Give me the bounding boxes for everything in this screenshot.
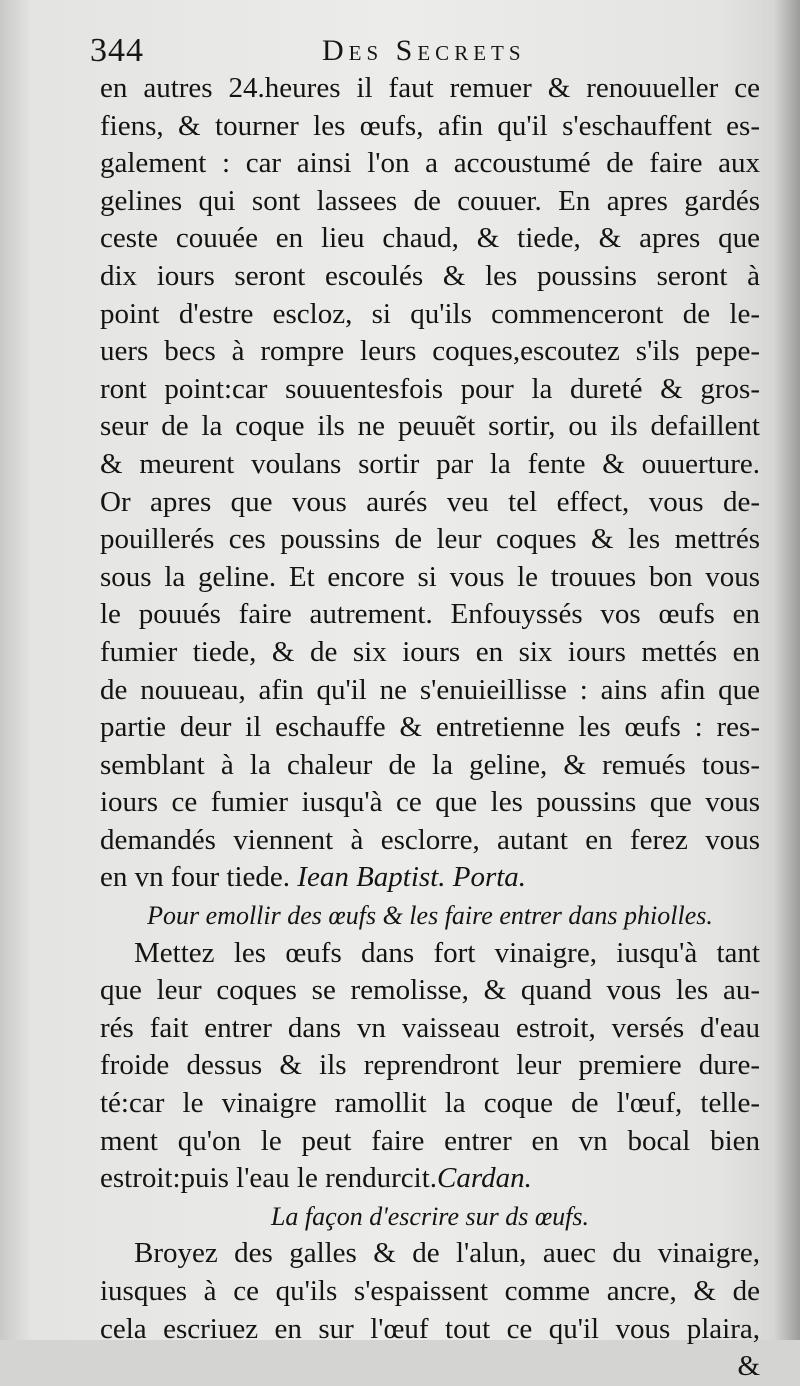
text-line: galement : car ainsi l'on a accoustumé de faire aux (100, 147, 760, 180)
text-line: pouillerés ces poussins de leur coques & les mettrés (100, 523, 760, 556)
attribution: Iean Baptist. Porta. (297, 861, 527, 894)
text-line: Broyez des galles & de l'alun, auec du vinaigre, (134, 1237, 760, 1270)
text-line: en autres 24.heures il faut remuer & renouueller ce (100, 72, 760, 104)
text-line: cela escriuez en sur l'œuf tout ce qu'il vous plaira, (100, 1312, 760, 1345)
page-edge-shadow (774, 0, 800, 1340)
text-line-with-attribution (100, 1160, 760, 1198)
text-line: point d'estre escloz, si qu'ils commenceront de le- (100, 297, 760, 330)
section-heading: Pour emollir des œufs & les faire entrer dans phiolles. (147, 901, 713, 931)
text-line: que leur coques se remolisse, & quand vous les au- (100, 974, 760, 1007)
text-line: Or apres que vous aurés veu tel effect, vous de- (100, 485, 760, 518)
section-heading: La façon d'escrire sur ds œufs. (270, 1201, 590, 1231)
text-line: iusques à ce qu'ils s'espaissent comme ancre, & de (100, 1275, 760, 1307)
running-head: Des Secrets (322, 34, 526, 67)
text-line: ment qu'on le peut faire entrer en vn bocal bien (100, 1124, 760, 1157)
text-line: de nouueau, afin qu'il ne s'enuieillisse : ains afin que (100, 673, 760, 706)
page-header (90, 28, 750, 72)
text-line: seur de la coque ils ne peuuẽt sortir, ou ils defaillent (100, 410, 760, 443)
text-segment: en vn four tiede. (100, 861, 291, 894)
text-line-with-attribution (100, 859, 760, 897)
text-line: iours ce fumier iusqu'à ce que les poussins que vous (100, 786, 760, 819)
attribution: Cardan. (437, 1162, 532, 1195)
text-line: froide dessus & ils reprendront leur premiere dure- (100, 1049, 760, 1082)
text-line: Mettez les œufs dans fort vinaigre, iusqu'à tant (134, 936, 760, 969)
text-line: demandés viennent à esclorre, autant en ferez vous (100, 823, 760, 856)
text-line: ront point:car souuentesfois pour la dureté & gros- (100, 372, 760, 405)
text-line: semblant à la chaleur de la geline, & remués tous- (100, 748, 760, 781)
text-line: dix iours seront escoulés & les poussins seront à (100, 259, 760, 292)
page-number: 344 (90, 32, 144, 69)
text-segment: estroit:puis l'eau le rendurcit. (100, 1162, 438, 1195)
text-line: fumier tiede, & de six iours en six iours mettés en (100, 635, 760, 668)
text-block (100, 70, 760, 1386)
text-line: & meurent voulans sortir par la fente & ouuerture. (100, 447, 760, 480)
catchword: & (737, 1350, 760, 1383)
text-line: té:car le vinaigre ramollit la coque de l'œuf, telle- (100, 1087, 760, 1120)
text-line: le pouués faire autrement. Enfouyssés vos œufs en (100, 598, 760, 631)
text-line: gelines qui sont lassees de couuer. En apres gardés (100, 184, 760, 217)
text-line: fiens, & tourner les œufs, afin qu'il s'eschauffent es- (100, 109, 760, 142)
text-line: ceste couuée en lieu chaud, & tiede, & apres que (100, 222, 760, 255)
text-line: rés fait entrer dans vn vaisseau estroit, versés d'eau (100, 1011, 760, 1044)
text-line: partie deur il eschauffe & entretienne les œufs : res- (100, 711, 760, 744)
text-line: sous la geline. Et encore si vous le trouues bon vous (100, 560, 760, 593)
text-line: uers becs à rompre leurs coques,escoutez s'ils pepe- (100, 335, 760, 368)
